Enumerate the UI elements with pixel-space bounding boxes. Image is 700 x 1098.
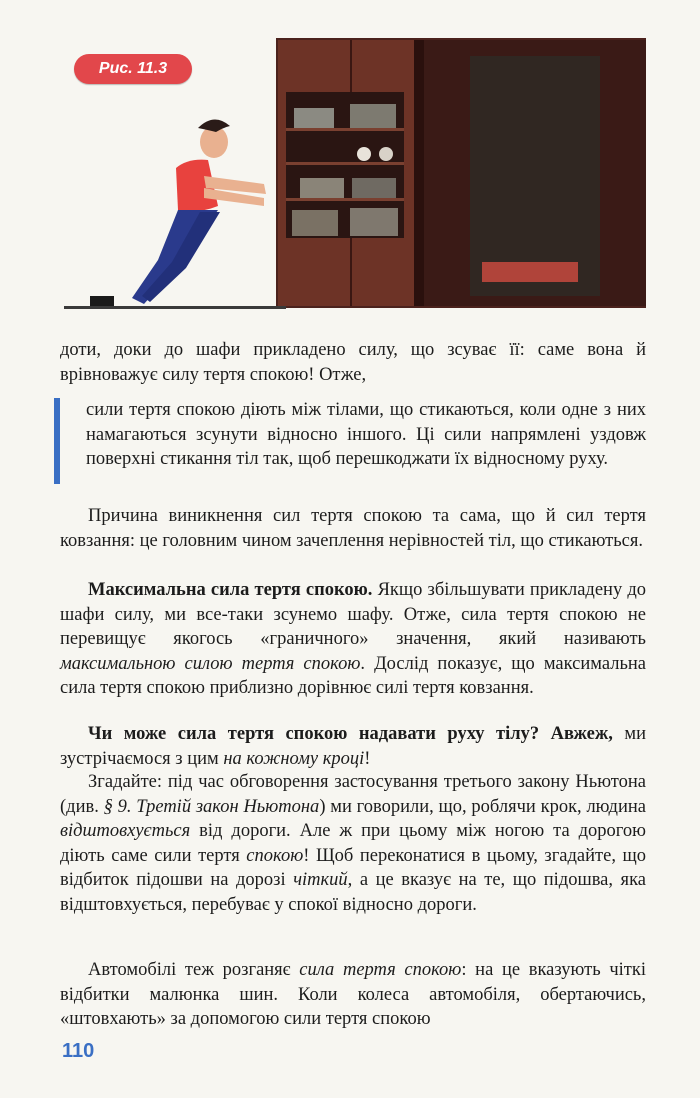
recall-italic-push: відштовхується: [60, 821, 191, 841]
paragraph-max-force: [60, 578, 646, 701]
callout-text: сили тертя спокою діють між тілами, що стикаються, коли одне з них намагаються зсунути відносно іншого. Ці сили напрямлені уздовж поверхні стикання тіл так, щоб перешкоджати їх відносному руху.: [86, 400, 646, 469]
max-force-text-b: . Дослід показує, що максимальна сила тертя спокою приблизно дорівнює силі тертя ковзання.: [60, 653, 646, 698]
recall-text-b: ) ми говорили, що, роблячи крок, людина: [319, 796, 646, 817]
paragraph-intro: [60, 338, 646, 387]
recall-text-c: від дороги. Але ж при цьому між ногою та дорогою діють саме сили тертя: [60, 821, 646, 866]
floor-line: [64, 306, 286, 309]
paragraph-intro-text: доти, доки до шафи прикладено силу, що зсуває її: саме вона й врівноважує силу тертя спокою! Отже,: [60, 340, 646, 385]
recall-reference: § 9. Третій закон Ньютона: [103, 796, 320, 817]
callout-accent-bar: [54, 398, 60, 484]
question-text-a: ми зустрічаємося з цим: [60, 724, 646, 769]
max-force-term: максимальною силою тертя спокою: [60, 653, 361, 674]
paragraph-cars: [60, 958, 646, 1032]
max-force-text-a: Якщо збільшувати прикладену до шафи силу, ми все-таки зсунемо шафу. Отже, сила тертя спокою не перевищує якогось «граничного» значення, який називають: [60, 580, 647, 649]
recall-text-a: Згадайте: під час обговорення застосування третього закону Ньютона (див.: [60, 772, 646, 817]
callout-definition: [86, 398, 646, 472]
paragraph-cause: [60, 504, 646, 553]
recall-text-e: , а це вказує на те, що підошва, яка відштовхується, перебуває у спокої відносно дороги.: [60, 870, 646, 915]
max-force-heading: Максимальна сила тертя спокою.: [88, 580, 373, 600]
recall-italic-clear: чіткий: [293, 870, 348, 890]
question-text-b: !: [364, 748, 371, 769]
recall-italic-rest: спокою: [246, 845, 304, 866]
figure-label: Рис. 11.3: [74, 54, 192, 84]
cars-text-a: Автомобілі теж розганяє: [88, 960, 300, 980]
recall-text-d: ! Щоб переконатися в цьому, згадайте, що відбиток підошви на дорозі: [60, 845, 646, 890]
paragraph-recall: [60, 770, 646, 917]
page-number: 110: [62, 1040, 95, 1062]
paragraph-question: [60, 722, 646, 771]
question-italic: на кожному кроці: [223, 748, 365, 769]
paragraph-cause-text: Причина виникнення сил тертя спокою та сама, що й сил тертя ковзання: це головним чином зачеплення нерівностей тіл, що стикаються.: [60, 506, 646, 551]
cars-italic: сила тертя спокою: [299, 960, 462, 980]
question-heading: Чи може сила тертя спокою надавати руху тілу? Авжеж,: [88, 724, 613, 744]
cars-text-b: : на це вказують чіткі відбитки малюнка шин. Коли колеса автомобіля, обертаючись, «штовхають» за допомогою сили тертя спокою: [60, 960, 646, 1029]
person-pushing: [90, 119, 266, 306]
